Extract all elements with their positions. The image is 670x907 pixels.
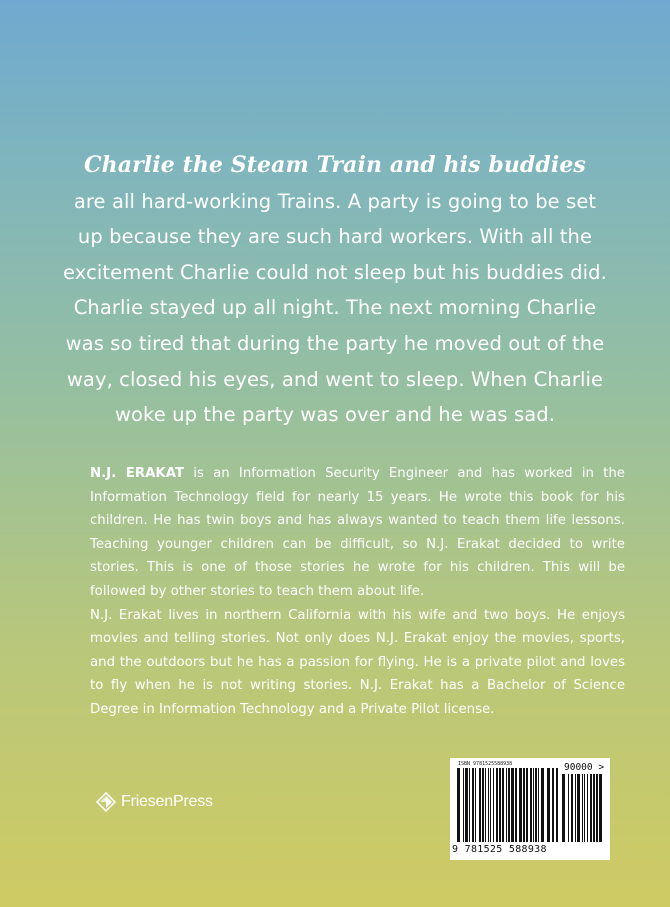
- blurb-line: are all hard-working Trains. A party is going to be set: [73, 189, 597, 213]
- barcode-bar: [538, 768, 539, 842]
- friesenpress-logo-icon: [96, 792, 116, 812]
- blurb-line: was so tired that during the party he moved out of the: [65, 331, 605, 355]
- barcode-bar: [590, 774, 592, 842]
- blurb-title: Charlie the Steam Train and his buddies: [84, 152, 586, 178]
- barcode-bar: [593, 774, 595, 842]
- blurb-line: Charlie stayed up all night. The next morning Charlie: [73, 296, 597, 320]
- bio-paragraph: N.J. Erakat lives in northern California with his wife and two boys. He enjoys movies and telling stories. Not only does N.J. Erakat enjoy the movies, sports, and the outdoors but he has a passion for flying. He is a private pilot and loves to fly when he is not writing stories. N.J. Erakat has a Bachelor of Science Degree in Information Technology and a Private Pilot license.: [90, 607, 625, 717]
- barcode-bar: [596, 774, 598, 842]
- barcode-bar: [511, 768, 514, 842]
- isbn-barcode: [450, 758, 610, 860]
- barcode-bar: [533, 768, 534, 842]
- blurb-line: woke up the party was over and he was sad.: [114, 403, 556, 427]
- barcode-bar: [575, 774, 576, 842]
- barcode-bar: [523, 768, 525, 842]
- price-code: 90000 >: [564, 762, 605, 773]
- barcode-bar: [577, 774, 580, 842]
- barcode-bar: [475, 768, 476, 842]
- barcode-bars: [457, 768, 559, 842]
- barcode-bar: [584, 774, 585, 842]
- barcode-bar: [530, 768, 532, 842]
- barcode-bar: [599, 774, 602, 842]
- barcode-bar: [556, 768, 558, 842]
- barcode-bar: [502, 768, 504, 842]
- barcode-bar: [552, 768, 554, 842]
- barcode-bar: [479, 768, 481, 842]
- publisher-name: FriesenPress: [121, 793, 213, 810]
- isbn-digits: 9 781525 588938: [452, 844, 547, 855]
- back-cover-blurb: [40, 148, 630, 433]
- barcode-bar: [488, 768, 489, 842]
- publisher-logo: [96, 789, 213, 815]
- blurb-line: way, closed his eyes, and went to sleep. When Charlie: [66, 367, 604, 391]
- isbn-label: ISBN 9781525588938: [458, 761, 513, 767]
- barcode-bar: [490, 768, 491, 842]
- barcode-bar: [472, 768, 474, 842]
- barcode-bar: [582, 774, 583, 842]
- barcode-bar: [469, 768, 470, 842]
- barcode-bar: [541, 768, 544, 842]
- barcode-bar: [547, 768, 550, 842]
- barcode-bar: [526, 768, 528, 842]
- blurb-line: up because they are such hard workers. With all the: [77, 225, 593, 249]
- barcode-bar: [485, 768, 486, 842]
- barcode-bar: [562, 774, 565, 842]
- barcode-bar: [496, 768, 498, 842]
- barcode-bar: [463, 768, 464, 842]
- blurb-line: excitement Charlie could not sleep but his buddies did.: [63, 260, 607, 284]
- price-barcode-bars: [562, 774, 602, 842]
- barcode-bar: [457, 768, 460, 842]
- barcode-bar: [519, 768, 522, 842]
- bio-paragraph: [90, 462, 625, 604]
- author-bio: [90, 462, 625, 722]
- barcode-bar: [508, 768, 510, 842]
- barcode-bar: [515, 768, 517, 842]
- barcode-bar: [571, 774, 573, 842]
- barcode-bar: [482, 768, 484, 842]
- barcode-bar: [499, 768, 501, 842]
- barcode-bar: [506, 768, 507, 842]
- barcode-bar: [587, 774, 588, 842]
- author-name: N.J. ERAKAT: [90, 466, 185, 481]
- barcode-bar: [493, 768, 494, 842]
- barcode-bar: [568, 774, 569, 842]
- barcode-bar: [535, 768, 537, 842]
- bio-paragraph-text: is an Information Security Engineer and has worked in the Information Technology field for nearly 15 years. He wrote this book for his children. He has twin boys and has always wanted to teach them life lessons. Teaching younger children can be difficult, so N.J. Erakat decided to write stories. This is one of those stories he wrote for his children. This will be followed by other stories to teach them about life.: [90, 466, 625, 599]
- barcode-bar: [465, 768, 468, 842]
